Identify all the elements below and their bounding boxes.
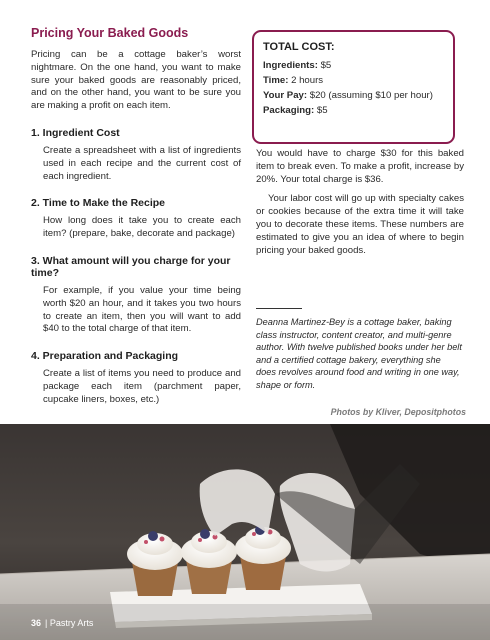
left-column bbox=[31, 26, 241, 421]
cost-value: $5 bbox=[320, 60, 332, 71]
section-time bbox=[31, 197, 241, 241]
total-cost-box bbox=[252, 30, 455, 144]
cost-row-ingredients bbox=[263, 58, 444, 73]
author-name: Deanna Martinez-Bey bbox=[256, 317, 345, 327]
section-heading: 4. Preparation and Packaging bbox=[31, 350, 179, 363]
cost-row-time bbox=[263, 73, 444, 88]
section-body: Create a list of items you need to produce and package each item (parchment paper, cupcake liners, boxes, etc.) bbox=[43, 368, 241, 405]
section-charge bbox=[31, 255, 241, 336]
section-body: For example, if you value your time being worth $20 an hour, and it takes you two hours to create an item, then you will want to add $40 to the total charge of that item. bbox=[43, 284, 241, 335]
footer-separator: | bbox=[45, 618, 48, 628]
cost-value: $5 bbox=[316, 105, 328, 116]
section-ingredient-cost bbox=[31, 127, 241, 183]
labor-cost-paragraph: Your labor cost will go up with specialty cakes or cookies because of the extra time it will take you to decorate these items. These numbers are estimated to give you an idea of where to begin pricing your baked goods. bbox=[256, 193, 464, 256]
cost-label: Your Pay: bbox=[263, 90, 308, 101]
section-heading: 2. Time to Make the Recipe bbox=[31, 197, 166, 210]
cost-row-pay bbox=[263, 88, 444, 103]
section-packaging bbox=[31, 350, 241, 406]
cost-box-title: TOTAL COST: bbox=[263, 41, 335, 53]
cost-value: 2 hours bbox=[291, 75, 324, 86]
photo-credit: Photos by Kliver, Depositphotos bbox=[330, 407, 466, 417]
right-column bbox=[256, 148, 464, 264]
section-body: Create a spreadsheet with a list of ingredients used in each recipe and the current cost of each ingredient. bbox=[43, 144, 241, 182]
bio-divider bbox=[256, 308, 302, 309]
intro-paragraph: Pricing can be a cottage baker’s worst nightmare. On the one hand, you want to make sure your baked goods are reasonably priced, and on the other hand, you want to be sure you are making a profit on each item. bbox=[31, 49, 241, 112]
page-footer bbox=[31, 618, 93, 628]
section-heading: 1. Ingredient Cost bbox=[31, 126, 120, 139]
section-heading: 3. What amount will you charge for your time? bbox=[31, 254, 231, 279]
bio-text: is a cottage baker, baking class instructor, content creator, and multi-genre author. With twelve published books under her belt and a certified cottage bakery, everything she does revolves around food and writing in one way, shape or form. bbox=[256, 317, 462, 390]
article-title: Pricing Your Baked Goods bbox=[31, 26, 189, 40]
cost-label: Packaging: bbox=[263, 105, 315, 116]
section-body: How long does it take you to create each item? (prepare, bake, decorate and package) bbox=[43, 215, 241, 240]
cost-value: $20 (assuming $10 per hour) bbox=[309, 90, 433, 101]
cost-label: Time: bbox=[263, 75, 289, 86]
cost-row-packaging bbox=[263, 103, 444, 118]
break-even-paragraph: You would have to charge $30 for this baked item to break even. To make a profit, increase by 20%. Your total charge is $36. bbox=[256, 148, 464, 185]
cost-label: Ingredients: bbox=[263, 60, 318, 71]
magazine-name: Pastry Arts bbox=[49, 618, 94, 628]
author-bio bbox=[256, 316, 462, 392]
page-number: 36 bbox=[31, 618, 42, 628]
cupcakes-photo bbox=[0, 424, 490, 640]
